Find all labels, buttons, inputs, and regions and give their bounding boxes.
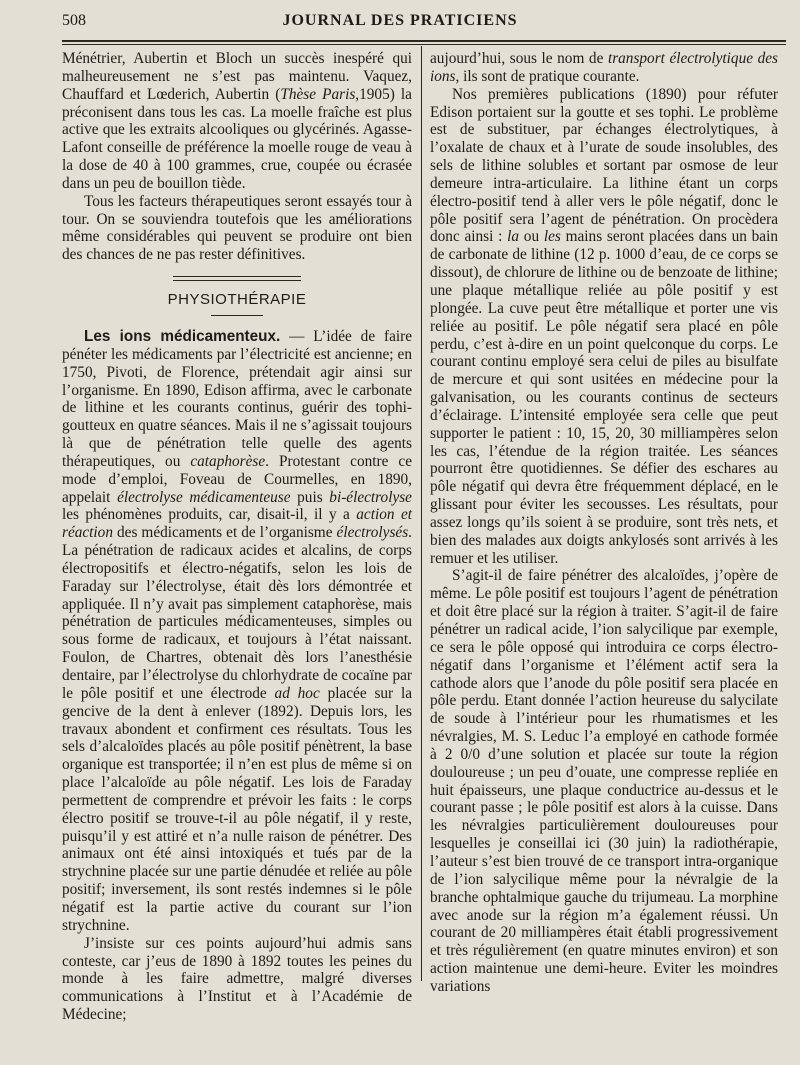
italic-text: cataphorèse (190, 452, 266, 470)
paragraph (62, 50, 412, 193)
italic-text: électrolysés (336, 524, 409, 542)
text-run: placée sur la gencive de la dent à enlever (1892). Depuis lors, les travaux abondent et confirment ces résultats. Tous les sels d’alcaloïdes placés au pôle positif pénètrent, la base organique est transportée; il n’en est plus de même si on place l’alcaloïde au pôle négatif. Les lois de Faraday permettent de comprendre et prévoir les faits : le corps électro positif se trouve-t-il au pôle négatif, il y reste, puisqu’il y est attiré et n’a nulle raison de pénétrer. Des animaux ont été ainsi intoxiqués et tués par de la strychnine placée sur une partie dénudée et reliée au pôle positif; inversement, ils sont restés indemnes si le pôle négatif est la partie active du courant sur l’ion strychnine. (62, 684, 412, 934)
text-run: ,1905) la préconisent dans tous les cas. La moelle fraîche est plus active que les extraits alcooliques ou glycérinés. Agasse-Lafont conseille de préférence la moelle rouge de veau à la dose de 40 à 100 grammes, crue, coupée ou écrasée dans un peu de bouillon tiède. (62, 85, 412, 192)
italic-text: la (507, 228, 520, 246)
text-run: aujourd’hui, sous le nom de (430, 50, 608, 67)
italic-text: transport électrolytique des ions (430, 50, 778, 85)
column-divider (421, 46, 422, 981)
italic-text: les (543, 228, 561, 246)
italic-text: ad hoc (274, 684, 320, 702)
text-run: des médicaments et de l’organisme (112, 524, 337, 542)
italic-text: Thèse Paris (280, 85, 356, 103)
page-number: 508 (62, 12, 86, 29)
text-run: Ménétrier, Aubertin et Bloch un succès inespéré qui malheureusement ne s’est pas maintenu. Vaquez, Chauffard et Lœderich, Aubertin ( (62, 50, 412, 103)
text-run: puis (290, 488, 330, 506)
paragraph: Tous les facteurs thérapeutiques seront essayés tour à tour. On se souviendra toutefois que les améliorations même considérables qui peuvent se produire ont bien des chances de ne pas rester définitives. (62, 192, 412, 264)
journal-title: JOURNAL DES PRATICIENS (282, 12, 518, 29)
paragraph: J’insiste sur ces points aujourd’hui admis sans conteste, car j’eus de 1890 à 1892 toutes les peines du monde à les faire admettre, malgré diverses communications à l’Institut et à l’Académie de Médecine; (62, 934, 412, 1024)
text-run: . La pénétration de radicaux acides et alcalins, de corps électropositifs et électro-négatifs, selon les lois de Faraday sur l’électrolyse, était dès lors démontrée et appliquée. Il n’y avait pas simplement cataphorèse, mais pénétration de particules médicamenteuses, simples ou sous forme de radicaux, et toujours à l’état naissant. Foulon, de Chartres, obtenait dès lors l’anesthésie dentaire, par l’électrolyse du chlorhydrate de cocaïne par le pôle positif et une électrode (62, 524, 412, 702)
text-run: les phénomènes produits, car, disait-il, il y a (62, 506, 357, 524)
italic-text: électrolyse médicamenteuse (117, 488, 291, 506)
text-run: Nos premières publications (1890) pour réfuter Edison portaient sur la goutte et ses tophi. Le problème est de substituer, par échanges électrolytiques, à l’oxalate de chaux et à l’urate de soude insolubles, des sels de lithine solubles et sortant par osmose de leur demeure intra-articulaire. La lithine étant un corps électro-positif tend à aller vers le pôle négatif, donc le pôle positif sera l’agent de pénétration. On procèdera donc ainsi : (430, 85, 778, 246)
paragraph (430, 86, 778, 568)
article-title: Les ions médicamenteux. (84, 327, 281, 345)
text-run: . Protestant contre ce mode d’emploi, Foveau de Courmelles, en 1890, appelait (62, 452, 412, 506)
text-run: ou (519, 228, 544, 246)
paragraph: S’agit-il de faire pénétrer des alcaloïdes, j’opère de même. Le pôle positif est toujours l’agent de pénétration et doit être placé sur la région à traiter. S’agit-il de faire pénétrer un radical acide, l’ion salycilique par exemple, ce sera le pôle opposé qui introduira ce corps électro-négatif dans l’organisme et l’élément actif sera la cathode alors que l’anode du pôle positif sera placée en pôle perdu. Etant donnée l’action heureuse du salycilate de soude à l’intérieur pour les rhumatismes et les névralgies, M. S. Leduc l’a employé en cathode formée à 2 0/0 d’une solution et placée sur toute la région douloureuse ; un peu d’ouate, une compresse repliée en huit épaisseurs, une plaque conductrice au-dessus et le courant passe ; le pôle positif est alors à la cuisse. Dans les névralgies particulièrement douloureuses pour lesquelles je conseillai ici (30 juin) la radiothérapie, l’auteur s’est bien trouvé de ce transport intra-organique de l’ion salycilique même pour la névralgie de la branche ophtalmique gauche du trijumeau. La morphine avec anode sur la région m’a également réussi. Un courant de 20 milliampères était établi progressivement et très régulièrement (en quatre minutes environ) et son action maintenue une demi-heure. Eviter les moindres variations (430, 567, 778, 995)
section-title: PHYSIOTHÉRAPIE (167, 291, 307, 309)
paragraph (62, 328, 412, 935)
section-double-rule (173, 276, 301, 281)
italic-text: bi-électrolyse (329, 488, 412, 506)
text-run: — L’idée de faire pénéter les médicaments par l’électricité est ancienne; en 1750, Pivoti, de Florence, prétendait agir ainsi sur l’organisme. En 1890, Edison affirma, avec le carbonate de lithine et les courants continus, guérir des tophi-goutteux en quatre séances. Mais il ne s’agissait toujours là que de pénétration telle quelle des agents thérapeutiques, ou (62, 327, 412, 470)
italic-text: action et réaction (62, 506, 412, 542)
section-heading-block (62, 276, 412, 316)
section-short-rule (211, 315, 263, 316)
paragraph (430, 50, 778, 86)
right-column (430, 50, 778, 996)
left-column (62, 50, 412, 1024)
text-run: , ils sont de pratique courante. (455, 67, 640, 85)
text-run: mains seront placées dans un bain de carbonate de lithine (12 p. 1000 d’eau, de ce corps se dissout), de chlorure de lithine ou de benzoate de lithine; une plaque métallique reliée au pôle positif y est plongée. La cuve peut être métallique et porter une vis reliée au positif. Le pôle négatif sera placé en pôle perdu, c’est à-dire en un point quelconque du corps. Le courant continu employé sera celui de piles au bisulfate de mercure et qui sont usitées en médecine pour la galvanisation, ou les courants continus de secteurs d’éclairage. L’intensité employée sera celle que peut supporter le patient : 10, 15, 20, 30 milliampères selon les cas, l’étendue de la région traitée. Les séances pourront être quotidiennes. Se défier des eschares au pôle négatif qui devra être fréquemment déplacé, en le glissant pour éviter les secousses. Les résultats, pour assez longs qu’ils soient à se produire, sont très nets, et bien des malades aux doigts ankylosés sont arrivés à les remuer et les utiliser. (430, 228, 778, 567)
header-rule (62, 40, 786, 45)
